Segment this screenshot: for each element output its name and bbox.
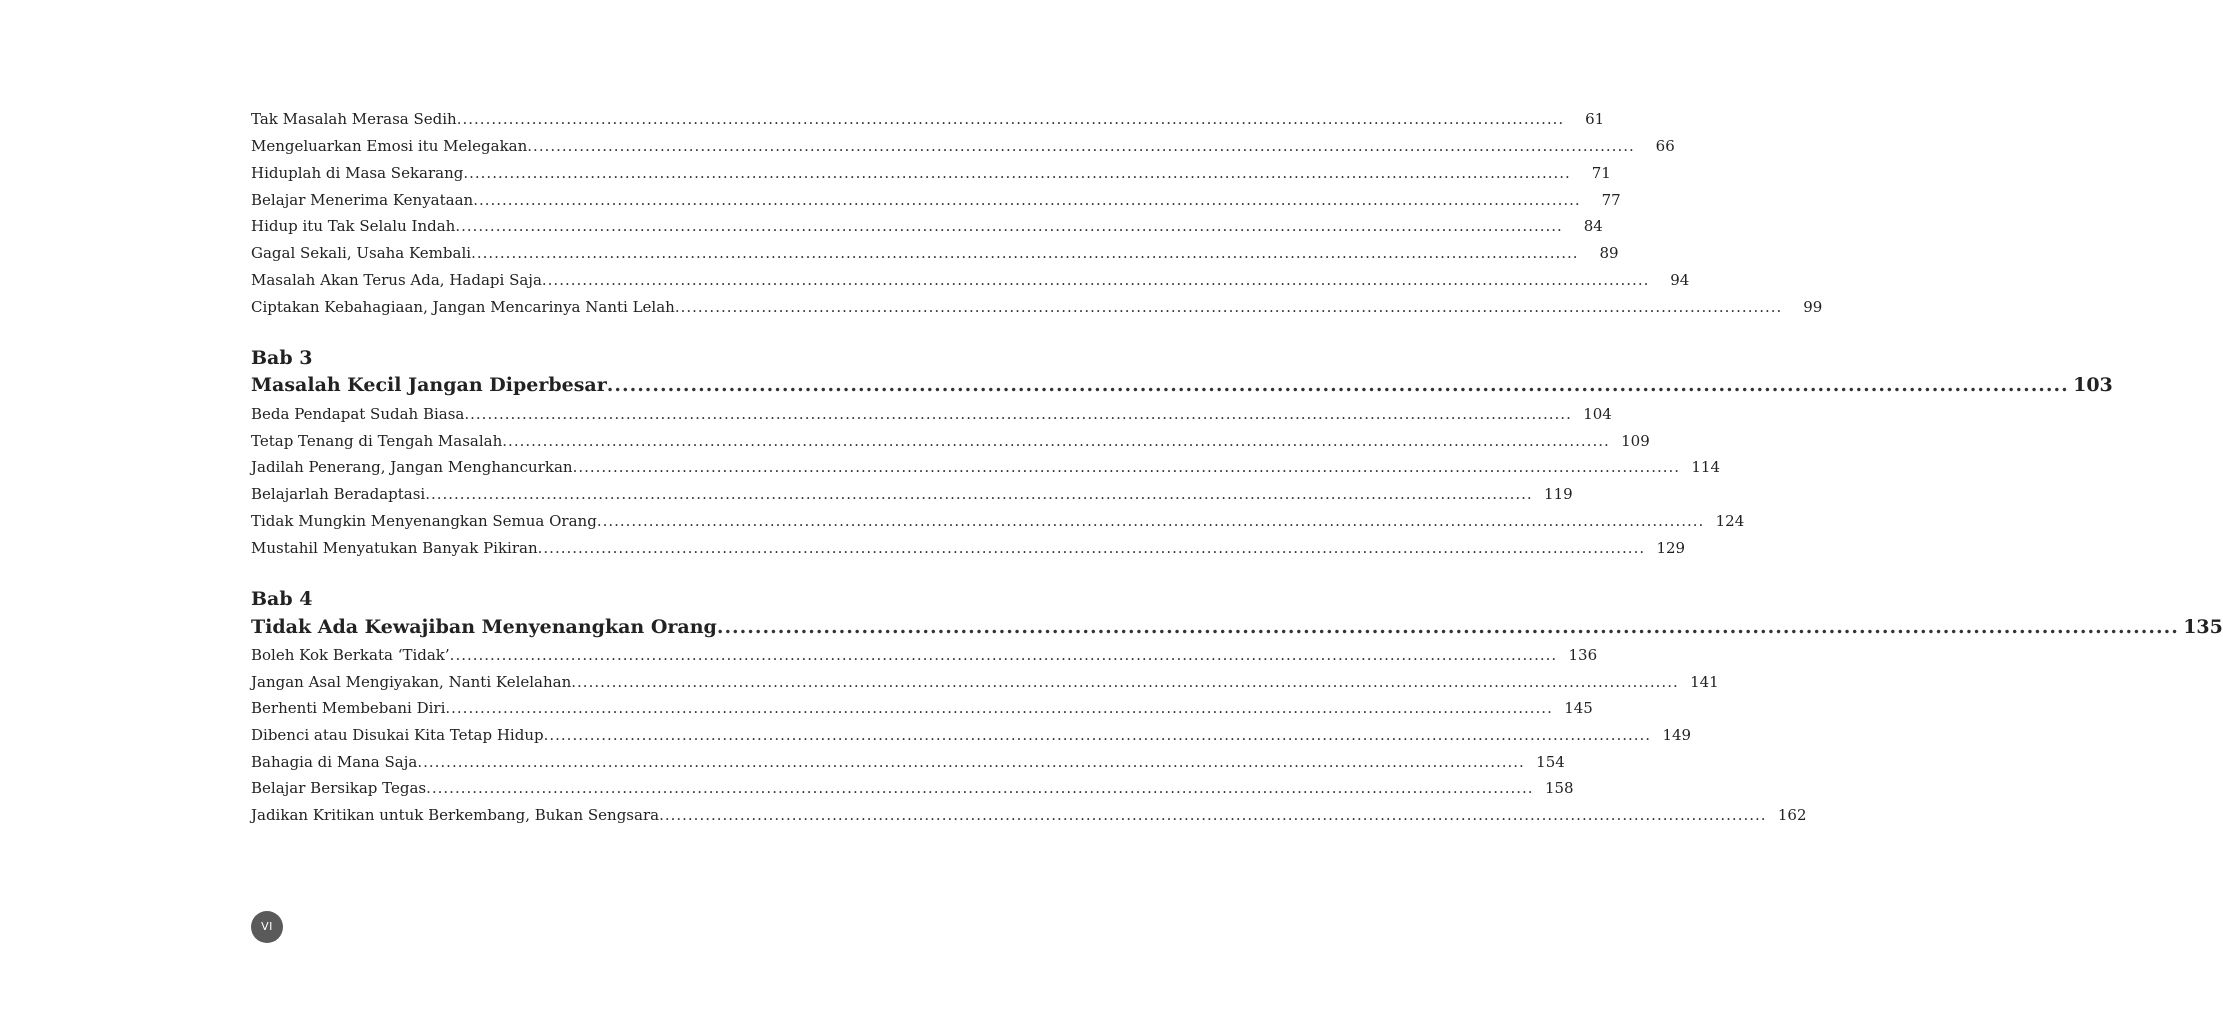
toc-entry	[251, 508, 1745, 534]
toc-entry	[251, 695, 1593, 721]
toc-entry-title: Jangan Asal Mengiyakan, Nanti Kelelahan	[251, 673, 572, 691]
dot-leader	[426, 775, 1533, 801]
dot-leader	[544, 722, 1651, 748]
toc-entry	[251, 187, 1621, 213]
dot-leader	[502, 428, 1609, 454]
toc-entry-title: Gagal Sekali, Usaha Kembali	[251, 244, 472, 262]
toc-entry-title: Belajar Menerima Kenyataan	[251, 191, 474, 209]
toc-entry-title: Jadikan Kritikan untuk Berkembang, Bukan Sengsara	[251, 806, 660, 824]
toc-entry	[251, 294, 1823, 320]
toc-entry-page: 129	[1656, 539, 1686, 557]
toc-entry-page: 154	[1536, 753, 1565, 771]
toc-entry	[251, 213, 1603, 239]
dot-leader	[659, 802, 1766, 828]
toc-entry-title: Belajarlah Beradaptasi	[251, 485, 426, 503]
chapter-label: Bab 4	[251, 588, 313, 610]
toc-entry-title: Berhenti Membebani Diri	[251, 699, 446, 717]
toc-entry	[251, 240, 1619, 266]
toc-entry-title: Jadilah Penerang, Jangan Menghancurkan	[251, 458, 573, 476]
toc-entry-page: 158	[1544, 779, 1574, 797]
toc-entry-page: 141	[1690, 673, 1719, 691]
dot-leader	[675, 294, 1782, 320]
toc-entry	[251, 106, 1605, 132]
toc-entry-page: 145	[1564, 699, 1593, 717]
toc-entry-title: Mustahil Menyatukan Banyak Pikiran	[251, 539, 538, 557]
toc-entry-title: Tak Masalah Merasa Sedih	[251, 110, 457, 128]
toc-entry-page: 61	[1585, 110, 1605, 128]
toc-entry-title: Belajar Bersikap Tegas	[251, 779, 427, 797]
dot-leader	[527, 133, 1634, 159]
toc-entry	[251, 669, 1719, 695]
toc-entry-page: 109	[1621, 432, 1650, 450]
toc-entry-page: 77	[1601, 191, 1621, 209]
toc-entry-page: 162	[1777, 806, 1807, 824]
chapter-title-row	[251, 370, 2113, 400]
dot-leader	[417, 749, 1524, 775]
toc-entry-title: Dibenci atau Disukai Kita Tetap Hidup	[251, 726, 544, 744]
chapter-title-row	[251, 612, 2223, 642]
toc-entry-page: 99	[1803, 298, 1823, 316]
dot-leader	[450, 642, 1557, 668]
toc-entry	[251, 133, 1675, 159]
toc-entry-page: 84	[1583, 217, 1603, 235]
toc-entry-title: Hiduplah di Masa Sekarang	[251, 164, 464, 182]
toc-entry-page: 89	[1599, 244, 1619, 262]
toc-entry-page: 119	[1544, 485, 1573, 503]
dot-leader	[425, 481, 1532, 507]
toc-entry-title: Beda Pendapat Sudah Biasa	[251, 405, 465, 423]
dot-leader	[542, 267, 1649, 293]
toc-entry	[251, 481, 1573, 507]
dot-leader	[457, 106, 1564, 132]
toc-entry-title: Boleh Kok Berkata ‘Tidak’	[251, 646, 450, 664]
chapter-page: 103	[2073, 374, 2113, 396]
chapter-page: 135	[2183, 616, 2223, 638]
toc-entry	[251, 749, 1565, 775]
toc-entry	[251, 160, 1611, 186]
dot-leader	[717, 612, 2179, 642]
toc-entry-title: Tidak Mungkin Menyenangkan Semua Orang	[251, 512, 597, 530]
dot-leader	[538, 535, 1645, 561]
toc-entry	[251, 802, 1807, 828]
toc-entry	[251, 428, 1650, 454]
dot-leader	[571, 669, 1678, 695]
dot-leader	[607, 370, 2069, 400]
toc-entry-page: 71	[1591, 164, 1611, 182]
chapter-label: Bab 3	[251, 347, 313, 369]
toc-entry-title: Ciptakan Kebahagiaan, Jangan Mencarinya Nanti Lelah	[251, 298, 675, 316]
toc-entry	[251, 535, 1686, 561]
toc-entry-title: Masalah Akan Terus Ada, Hadapi Saja	[251, 271, 542, 289]
toc-entry-page: 104	[1583, 405, 1612, 423]
page-number-badge: VI	[251, 911, 283, 943]
dot-leader	[463, 160, 1570, 186]
toc-entry	[251, 454, 1721, 480]
toc-entry	[251, 642, 1598, 668]
toc-entry-title: Tetap Tenang di Tengah Masalah	[251, 432, 503, 450]
dot-leader	[471, 240, 1578, 266]
chapter-title: Tidak Ada Kewajiban Menyenangkan Orang	[251, 616, 717, 638]
dot-leader	[473, 187, 1580, 213]
dot-leader	[445, 695, 1552, 721]
toc-entry-page: 94	[1670, 271, 1690, 289]
toc-entry	[251, 722, 1692, 748]
dot-leader	[573, 454, 1680, 480]
toc-entry	[251, 775, 1574, 801]
toc-entry-page: 149	[1662, 726, 1692, 744]
toc-entry-title: Mengeluarkan Emosi itu Melegakan	[251, 137, 528, 155]
dot-leader	[455, 213, 1562, 239]
toc-entry-page: 66	[1655, 137, 1675, 155]
dot-leader	[464, 401, 1571, 427]
toc-entry-page: 136	[1568, 646, 1598, 664]
toc-entry-title: Hidup itu Tak Selalu Indah	[251, 217, 456, 235]
chapter-title: Masalah Kecil Jangan Diperbesar	[251, 374, 607, 396]
toc-entry-page: 114	[1691, 458, 1721, 476]
toc-entry	[251, 267, 1690, 293]
toc-entry-title: Bahagia di Mana Saja	[251, 753, 418, 771]
toc-entry-page: 124	[1715, 512, 1745, 530]
toc-entry	[251, 401, 1612, 427]
dot-leader	[597, 508, 1704, 534]
